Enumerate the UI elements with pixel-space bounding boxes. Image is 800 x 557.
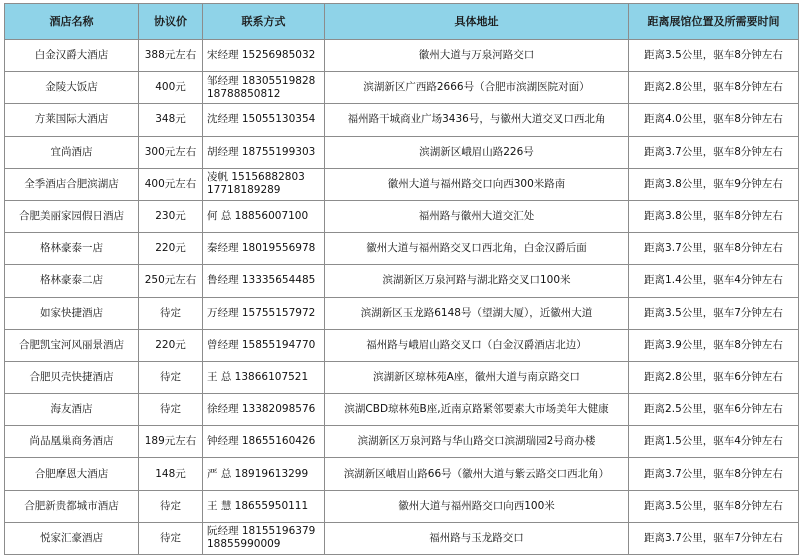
address-cell: 徽州大道与福州路交口向西100米 xyxy=(325,490,629,522)
hotel-name-cell: 金陵大饭店 xyxy=(5,72,139,104)
contact-cell xyxy=(203,104,325,136)
address-cell: 徽州大道与福州路交口向西300米路南 xyxy=(325,168,629,200)
table-row xyxy=(5,329,799,361)
address-cell: 滨湖CBD琼林苑B座,近南京路紧邻要素大市场美年大健康 xyxy=(325,394,629,426)
table-row xyxy=(5,458,799,490)
contact-cell xyxy=(203,394,325,426)
contact-line: 钟经理 18655160426 xyxy=(207,435,316,448)
distance-cell: 距离3.7公里，驱车8分钟左右 xyxy=(629,458,799,490)
price-cell: 待定 xyxy=(139,297,203,329)
hotel-name-cell: 悦家汇豪酒店 xyxy=(5,522,139,554)
contact-line: 王 总 13866107521 xyxy=(207,370,309,383)
distance-cell: 距离3.8公里，驱车8分钟左右 xyxy=(629,200,799,232)
distance-cell: 距离3.7公里，驱车7分钟左右 xyxy=(629,522,799,554)
contact-cell xyxy=(203,297,325,329)
price-cell: 300元左右 xyxy=(139,136,203,168)
contact-line: 万经理 15755157972 xyxy=(207,306,316,319)
hotel-table xyxy=(4,3,799,555)
table-row xyxy=(5,522,799,554)
contact-cell xyxy=(203,458,325,490)
contact-line: 曾经理 15855194770 xyxy=(207,338,316,351)
contact-line: 胡经理 18755199303 xyxy=(207,145,316,158)
contact-line: 18855990009 xyxy=(207,538,281,551)
table-row xyxy=(5,361,799,393)
price-cell: 220元 xyxy=(139,233,203,265)
table-row xyxy=(5,136,799,168)
address-cell: 福州路干城商业广场3436号，与徽州大道交叉口西北角 xyxy=(325,104,629,136)
contact-cell xyxy=(203,200,325,232)
price-cell: 400元左右 xyxy=(139,168,203,200)
contact-line: 宋经理 15256985032 xyxy=(207,49,316,62)
contact-line: 沈经理 15055130354 xyxy=(207,113,316,126)
price-cell: 388元左右 xyxy=(139,40,203,72)
contact-line: 严 总 18919613299 xyxy=(207,467,309,480)
address-cell: 徽州大道与福州路交叉口西北角，白金汉爵后面 xyxy=(325,233,629,265)
price-cell: 230元 xyxy=(139,200,203,232)
price-cell: 待定 xyxy=(139,361,203,393)
distance-cell: 距离3.5公里，驱车8分钟左右 xyxy=(629,40,799,72)
distance-cell: 距离3.5公里，驱车8分钟左右 xyxy=(629,490,799,522)
contact-line: 王 慧 18655950111 xyxy=(207,499,309,512)
distance-cell: 距离3.8公里，驱车9分钟左右 xyxy=(629,168,799,200)
hotel-name-cell: 如家快捷酒店 xyxy=(5,297,139,329)
header-contact: 联系方式 xyxy=(203,4,325,40)
contact-cell xyxy=(203,329,325,361)
price-cell: 189元左右 xyxy=(139,426,203,458)
hotel-name-cell: 方莱国际大酒店 xyxy=(5,104,139,136)
table-row xyxy=(5,168,799,200)
hotel-name-cell: 合肥美丽家园假日酒店 xyxy=(5,200,139,232)
header-row xyxy=(5,4,799,40)
contact-cell xyxy=(203,426,325,458)
distance-cell: 距离1.5公里，驱车4分钟左右 xyxy=(629,426,799,458)
contact-line: 邹经理 18305519828 xyxy=(207,74,316,87)
hotel-name-cell: 格林豪泰二店 xyxy=(5,265,139,297)
price-cell: 148元 xyxy=(139,458,203,490)
header-distance: 距离展馆位置及所需要时间 xyxy=(629,4,799,40)
table-row xyxy=(5,394,799,426)
address-cell: 滨湖新区万泉河路与华山路交口滨湖瑞园2号商办楼 xyxy=(325,426,629,458)
table-row xyxy=(5,40,799,72)
header-address: 具体地址 xyxy=(325,4,629,40)
contact-cell xyxy=(203,168,325,200)
table-row xyxy=(5,72,799,104)
address-cell: 滨湖新区广西路2666号（合肥市滨湖医院对面） xyxy=(325,72,629,104)
hotel-name-cell: 合肥贝壳快捷酒店 xyxy=(5,361,139,393)
contact-line: 徐经理 13382098576 xyxy=(207,403,316,416)
address-cell: 滨湖新区万泉河路与湖北路交叉口100米 xyxy=(325,265,629,297)
contact-line: 何 总 18856007100 xyxy=(207,210,309,223)
address-cell: 滨湖新区峨眉山路66号（徽州大道与紫云路交口西北角） xyxy=(325,458,629,490)
hotel-name-cell: 海友酒店 xyxy=(5,394,139,426)
hotel-name-cell: 合肥凯宝河风丽景酒店 xyxy=(5,329,139,361)
hotel-name-cell: 白金汉爵大酒店 xyxy=(5,40,139,72)
hotel-name-cell: 宜尚酒店 xyxy=(5,136,139,168)
table-row xyxy=(5,104,799,136)
contact-line: 秦经理 18019556978 xyxy=(207,242,316,255)
distance-cell: 距离2.8公里，驱车8分钟左右 xyxy=(629,72,799,104)
contact-cell xyxy=(203,72,325,104)
contact-line: 凌帆 15156882803 xyxy=(207,171,305,184)
price-cell: 待定 xyxy=(139,394,203,426)
contact-line: 阮经理 18155196379 xyxy=(207,525,316,538)
price-cell: 348元 xyxy=(139,104,203,136)
address-cell: 滨湖新区琼林苑A座，徽州大道与南京路交口 xyxy=(325,361,629,393)
contact-line: 18788850812 xyxy=(207,87,281,100)
contact-cell xyxy=(203,136,325,168)
contact-line: 鲁经理 13335654485 xyxy=(207,274,316,287)
contact-cell xyxy=(203,40,325,72)
table-row xyxy=(5,233,799,265)
distance-cell: 距离4.0公里，驱车8分钟左右 xyxy=(629,104,799,136)
price-cell: 220元 xyxy=(139,329,203,361)
contact-cell xyxy=(203,490,325,522)
address-cell: 福州路与峨眉山路交叉口（白金汉爵酒店北边） xyxy=(325,329,629,361)
address-cell: 福州路与徽州大道交汇处 xyxy=(325,200,629,232)
hotel-name-cell: 全季酒店合肥滨湖店 xyxy=(5,168,139,200)
distance-cell: 距离2.8公里，驱车6分钟左右 xyxy=(629,361,799,393)
price-cell: 待定 xyxy=(139,522,203,554)
distance-cell: 距离2.5公里，驱车6分钟左右 xyxy=(629,394,799,426)
table-row xyxy=(5,490,799,522)
table-row xyxy=(5,426,799,458)
distance-cell: 距离3.7公里，驱车8分钟左右 xyxy=(629,136,799,168)
hotel-name-cell: 合肥新贵都城市酒店 xyxy=(5,490,139,522)
price-cell: 250元左右 xyxy=(139,265,203,297)
price-cell: 待定 xyxy=(139,490,203,522)
contact-cell xyxy=(203,361,325,393)
price-cell: 400元 xyxy=(139,72,203,104)
address-cell: 滨湖新区玉龙路6148号（望湖大厦），近徽州大道 xyxy=(325,297,629,329)
contact-cell xyxy=(203,265,325,297)
hotel-name-cell: 尚品凰巢商务酒店 xyxy=(5,426,139,458)
header-price: 协议价 xyxy=(139,4,203,40)
distance-cell: 距离3.7公里，驱车8分钟左右 xyxy=(629,233,799,265)
address-cell: 滨湖新区峨眉山路226号 xyxy=(325,136,629,168)
address-cell: 徽州大道与万泉河路交口 xyxy=(325,40,629,72)
table-row xyxy=(5,200,799,232)
hotel-name-cell: 格林豪泰一店 xyxy=(5,233,139,265)
contact-line: 17718189289 xyxy=(207,184,281,197)
contact-cell xyxy=(203,233,325,265)
hotel-name-cell: 合肥摩恩大酒店 xyxy=(5,458,139,490)
distance-cell: 距离3.5公里，驱车7分钟左右 xyxy=(629,297,799,329)
header-hotel-name: 酒店名称 xyxy=(5,4,139,40)
table-row xyxy=(5,265,799,297)
distance-cell: 距离3.9公里，驱车8分钟左右 xyxy=(629,329,799,361)
contact-cell xyxy=(203,522,325,554)
table-row xyxy=(5,297,799,329)
table-body xyxy=(5,40,799,555)
address-cell: 福州路与玉龙路交口 xyxy=(325,522,629,554)
distance-cell: 距离1.4公里，驱车4分钟左右 xyxy=(629,265,799,297)
